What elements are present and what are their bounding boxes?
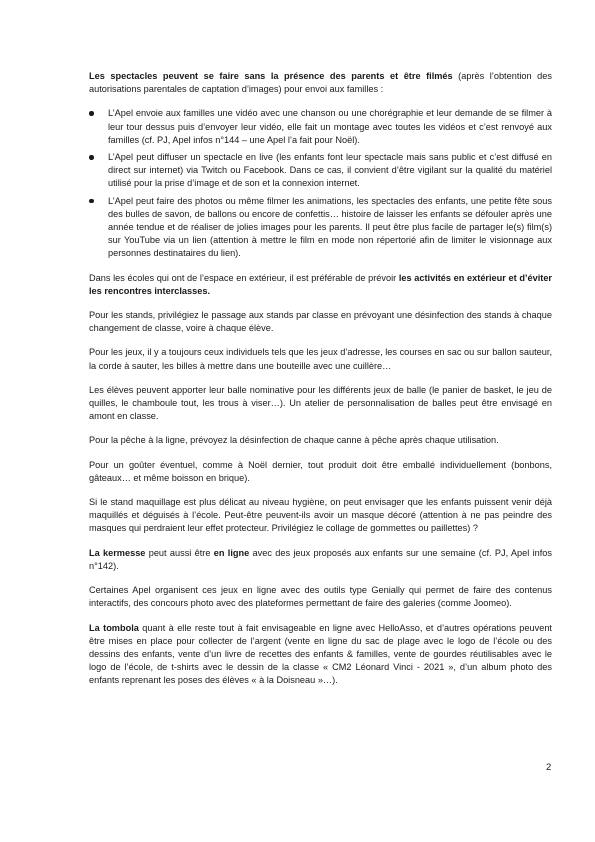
bold-text: La kermesse [89,547,146,558]
list-item-text: L’Apel peut faire des photos ou même filmer les animations, les spectacles des enfants, une petite fête sous des bulles de savon, de ballons ou encore de confettis… histoire de laisser les enfants se défouler après une année tendue et de réaliser de jolies images pour les parents. Il peut être plus facile de partager le(s) film(s) sur YouTube via un lien (attention à mettre le film en mode non répertorié afin de limiter le visionnage aux personnes destinataires du lien). [108,195,552,259]
list-item-text: L’Apel envoie aux familles une vidéo avec une chanson ou une chorégraphie et leur demande de se filmer à leur tour dessus puis d’envoyer leur vidéo, elle fait un montage avec toutes les vidéos et c’est renvoyé aux familles (cf. PJ, Apel infos n°144 – une Apel l’a fait pour Noël). [108,108,552,145]
bullet-icon [89,199,94,204]
paragraph-outdoor [89,272,552,298]
text-span: avec des jeux proposés aux enfants sur une semaine (cf. PJ, Apel infos n°142). [89,547,552,571]
list-item [89,107,552,147]
list-item-text: L’Apel peut diffuser un spectacle en live (les enfants font leur spectacle mais sans public et c’est diffusé en direct sur internet) via Twitch ou Facebook. Dans ce cas, il convient d’être vigilant sur la qualité du matériel utilisé pour la prise d’image et de son et la connexion internet. [108,152,552,189]
paragraph-spectacles-intro [89,70,552,96]
paragraph-games: Pour les jeux, il y a toujours ceux individuels tels que les jeux d’adresse, les courses en sac ou sur ballon sauteur, la corde à sauter, les billes à mettre dans une bouteille avec une cuillère… [89,347,552,371]
page-content [89,70,552,688]
bold-text: Les spectacles peuvent se faire sans la présence des parents et être filmés [89,71,453,81]
paragraph-stands: Pour les stands, privilégiez le passage aux stands par classe en prévoyant une désinfection des stands à chaque changement de classe, voire à chaque élève. [89,310,552,334]
paragraph-kermesse [89,547,552,573]
paragraph-fishing: Pour la pêche à la ligne, prévoyez la désinfection de chaque canne à pêche après chaque utilisation. [89,435,499,446]
bold-text: les activités en extérieur et d’éviter les rencontres interclasses. [89,272,553,296]
text-span: quant à elle reste tout à fait envisageable en ligne avec HelloAsso, et d’autres opérations peuvent être mises en place pour collecter de l’argent (vente en ligne du sac de plage avec le logo de l’école ou des dessins des enfants, vente d’un livre de recettes des enfants & familles, vente de gourdes réutilisables avec le logo de l’école, de t-shirts avec le dessin de la classe « CM2 Léonard Vinci - 2021 », d’un album photo des enfants reprenant les poses des élèves « à la Doisneau »…). [89,622,552,686]
bullet-icon [89,155,94,160]
page-number: 2 [546,762,552,773]
bold-text: La tombola [89,622,139,633]
bold-text: en ligne [213,547,250,558]
paragraph-makeup: Si le stand maquillage est plus délicat au niveau hygiène, on peut envisager que les enfants puissent venir déjà maquillés et déguisés à l’école. Peut-être peuvent-ils avoir un masque décoré (attention à ne pas peindre des masques qui perdraient leur effet protecteur. Privilégiez le collage de gommettes ou paillettes) ? [89,497,552,534]
paragraph-snack: Pour un goûter éventuel, comme à Noël dernier, tout produit doit être emballé individuellement (bonbons, gâteaux… et même boisson en brique). [89,459,552,483]
bullet-icon [89,111,94,116]
text-span: peut aussi être [145,547,214,558]
paragraph-balls: Les élèves peuvent apporter leur balle nominative pour les différents jeux de balle (le panier de basket, le jeu de quilles, le chamboule tout, les trous à viser…). Un atelier de personnalisation de balles peut être envisagé en amont en classe. [89,384,552,422]
bullet-list [89,107,552,260]
text-span: Dans les écoles qui ont de l’espace en extérieur, il est préférable de prévoir [89,272,399,283]
paragraph-online-tools: Certaines Apel organisent ces jeux en ligne avec des outils type Genially qui permet de faire des contenus interactifs, des concours photo avec des plateformes permettant de faire des galeries (comme Joomeo). [89,585,552,609]
paragraph-tombola [89,622,552,688]
text-span: (après l’obtention des autorisations parentales de captation d’images) pour envoi aux familles : [89,71,552,95]
list-item [89,151,552,191]
list-item [89,195,552,261]
